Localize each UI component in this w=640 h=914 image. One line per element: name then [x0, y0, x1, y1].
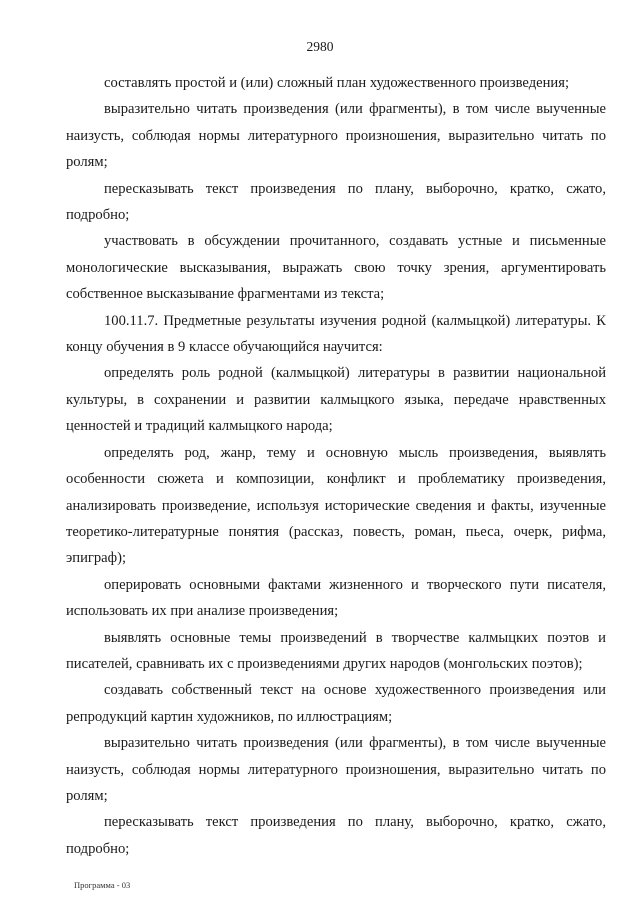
paragraph-own-text: создавать собственный текст на основе художественного произведения или репродукций картин художников, по иллюстрациям; — [66, 682, 606, 725]
paragraph-expressive-reading-2: выразительно читать произведения (или фрагменты), в том числе выученные наизусть, соблюдая нормы литературного произношения, выразительно читать по ролям; — [66, 735, 606, 804]
paragraph-genre-analysis: определять род, жанр, тему и основную мысль произведения, выявлять особенности сюжета и композиции, конфликт и проблематику произведения, анализировать произведение, используя исторические сведения и факты, изученные теоретико-литературные понятия (рассказ, повесть, роман, пьеса, очерк, рифма, эпиграф); — [66, 444, 606, 567]
paragraph-expressive-reading: выразительно читать произведения (или фрагменты), в том числе выученные наизусть, соблюдая нормы литературного произношения, выразительно читать по ролям; — [66, 101, 606, 171]
paragraph-themes: выявлять основные темы произведений в творчестве калмыцких поэтов и писателей, сравнивать их с произведениями других народов (монгольских поэтов); — [66, 629, 606, 672]
document-body — [66, 70, 606, 862]
paragraph-writer-facts: оперировать основными фактами жизненного и творческого пути писателя, использовать их при анализе произведения; — [66, 576, 606, 620]
paragraph-plan: составлять простой и (или) сложный план художественного произведения; — [104, 75, 570, 91]
paragraph-retelling-2: пересказывать текст произведения по плану, выборочно, кратко, сжато, подробно; — [66, 814, 606, 857]
paragraph-retelling: пересказывать текст произведения по плану, выборочно, кратко, сжато, подробно; — [66, 180, 606, 224]
footer-label: Программа - 03 — [74, 880, 131, 890]
page-number: 2980 — [306, 39, 334, 54]
paragraph-discussion: участвовать в обсуждении прочитанного, создавать устные и письменные монологические высказывания, выражать свою точку зрения, аргументировать собственное высказывание фрагментами из текста; — [66, 233, 606, 303]
paragraph-section-heading: 100.11.7. Предметные результаты изучения родной (калмыцкой) литературы. К концу обучения в 9 классе обучающийся научится: — [66, 312, 606, 356]
paragraph-role-of-literature: определять роль родной (калмыцкой) литературы в развитии национальной культуры, в сохранении и развитии калмыцкого языка, передаче нравственных ценностей и традиций калмыцкого народа; — [66, 365, 606, 435]
